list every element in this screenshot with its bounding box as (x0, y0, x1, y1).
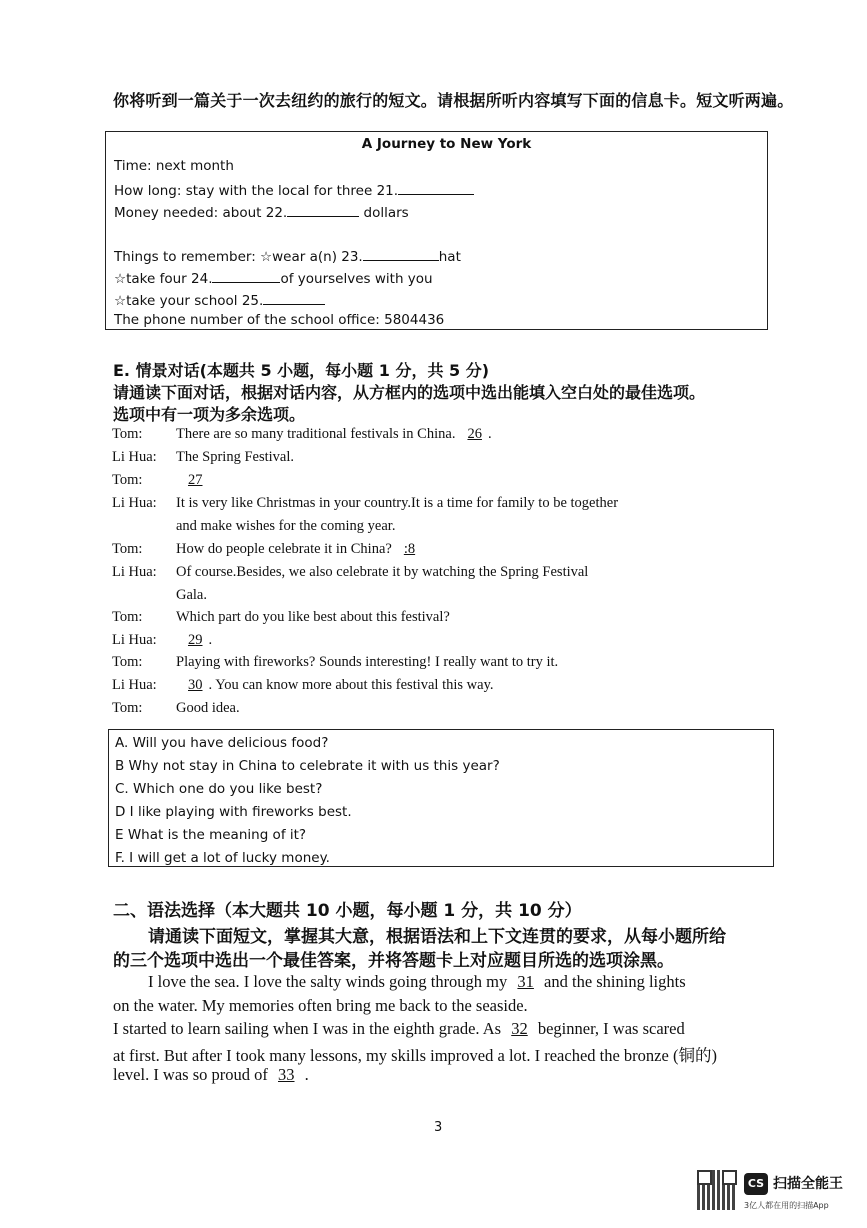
passage-text: level. I was so proud of (113, 1065, 268, 1084)
info-card-title: A Journey to New York (361, 136, 532, 152)
dialogue-text (176, 587, 207, 604)
dialogue-text (176, 654, 558, 671)
dialogue-text (176, 495, 618, 512)
info-money-unit: dollars (363, 205, 409, 221)
blank-22[interactable] (287, 202, 359, 217)
passage-text: . (304, 1065, 309, 1084)
options-box (108, 729, 774, 867)
dialogue-after: . You can know more about this festival this way. (208, 677, 494, 693)
camscanner-logo-icon: CS (744, 1173, 768, 1195)
section-e-instruction-1: 请通读下面对话，根据对话内容，从方框内的选项中选出能填入空白处的最佳选项。 (113, 383, 706, 402)
dialogue-speaker: Tom: (112, 654, 143, 670)
dialogue-after: . (208, 632, 213, 648)
listening-intro: 你将听到一篇关于一次去纽约的旅行的短文。请根据所听内容填写下面的信息卡。短文听两遍。 (113, 91, 794, 110)
section-2-heading: 二、语法选择（本大题共 10 小题，每小题 1 分，共 10 分） (113, 901, 582, 921)
info-school (114, 290, 325, 309)
dialogue-text (176, 472, 209, 489)
dialogue-sentence: The Spring Festival. (176, 449, 295, 465)
dialogue-sentence: Of course.Besides, we also celebrate it by watching the Spring Festival (176, 564, 589, 580)
dialogue-speaker: Tom: (112, 472, 143, 488)
dialogue-sentence: Good idea. (176, 700, 240, 716)
option-c[interactable]: C. Which one do you like best? (115, 781, 323, 797)
dialogue-speaker: Li Hua: (112, 495, 157, 511)
watermark-tagline: 3亿人都在用的扫描App (744, 1201, 829, 1210)
dialogue-text (176, 632, 212, 649)
dialogue-text (176, 426, 492, 443)
passage-line-3 (113, 1019, 685, 1039)
info-things-hat: hat (438, 249, 461, 265)
info-take-four-suffix: of yourselves with you (280, 271, 433, 287)
dialogue-blank[interactable]: 30 (188, 677, 203, 693)
dialogue-sentence: and make wishes for the coming year. (176, 518, 396, 534)
qr-code-icon (697, 1170, 737, 1210)
info-how-long (114, 180, 474, 199)
option-e[interactable]: E What is the meaning of it? (115, 827, 307, 843)
passage-line-5 (113, 1065, 309, 1085)
info-take-four-text: ☆take four 24. (114, 271, 213, 287)
dialogue-speaker: Tom: (112, 426, 143, 442)
option-f[interactable]: F. I will get a lot of lucky money. (115, 850, 330, 866)
blank-32[interactable]: 32 (511, 1019, 528, 1038)
info-school-text: ☆take your school 25. (114, 293, 264, 309)
passage-line-2: on the water. My memories often bring me back to the seaside. (113, 996, 528, 1015)
dialogue-text (176, 564, 588, 581)
dialogue-text (176, 700, 240, 717)
dialogue-sentence: Which part do you like best about this festival? (176, 609, 450, 625)
page-number: 3 (434, 1120, 443, 1135)
section-e-instruction-2: 选项中有一项为多余选项。 (113, 405, 306, 424)
dialogue-blank[interactable]: 27 (188, 472, 203, 488)
blank-24[interactable] (212, 268, 280, 283)
blank-23[interactable] (363, 246, 439, 261)
info-time: Time: next month (114, 158, 234, 174)
dialogue-speaker: Tom: (112, 700, 143, 716)
info-money-text: Money needed: about 22. (114, 205, 288, 221)
blank-31[interactable]: 31 (517, 972, 534, 991)
dialogue-blank[interactable]: 26 (467, 426, 482, 442)
blank-33[interactable]: 33 (278, 1065, 295, 1084)
dialogue-sentence: Playing with fireworks? Sounds interesting! I really want to try it. (176, 654, 559, 670)
dialogue-text (176, 449, 294, 466)
blank-25[interactable] (263, 290, 325, 305)
passage-line-1 (148, 972, 686, 992)
option-b[interactable]: B Why not stay in China to celebrate it with us this year? (115, 758, 500, 774)
dialogue-blank[interactable]: 29 (188, 632, 203, 648)
section-2-instruction-1: 请通读下面短文，掌握其大意，根据语法和上下文连贯的要求，从每小题所给 (148, 927, 726, 947)
dialogue-speaker: Li Hua: (112, 449, 157, 465)
passage-line-4: at first. But after I took many lessons, my skills improved a lot. I reached the bronze (铜的) (113, 1046, 717, 1065)
info-card (105, 131, 768, 330)
info-things-text: Things to remember: ☆wear a(n) 23. (114, 249, 363, 265)
info-things (114, 246, 461, 265)
section-2-instruction-2: 的三个选项中选出一个最佳答案，并将答题卡上对应题目所选的选项涂黑。 (113, 951, 674, 971)
info-money (114, 202, 409, 221)
option-a[interactable]: A. Will you have delicious food? (115, 735, 329, 751)
dialogue-blank[interactable]: :8 (403, 541, 416, 557)
dialogue-sentence: How do people celebrate it in China? (176, 541, 392, 557)
dialogue-speaker: Li Hua: (112, 632, 157, 648)
info-take-four (114, 268, 433, 287)
passage-text: beginner, I was scared (537, 1019, 685, 1038)
passage-text: I started to learn sailing when I was in the eighth grade. As (113, 1019, 502, 1038)
dialogue-text (176, 541, 421, 558)
blank-21[interactable] (398, 180, 474, 195)
option-d[interactable]: D I like playing with fireworks best. (115, 804, 352, 820)
dialogue-text (176, 518, 395, 535)
section-e-heading: E. 情景对话(本题共 5 小题，每小题 1 分，共 5 分) (113, 361, 490, 380)
dialogue-sentence: There are so many traditional festivals in China. (176, 426, 456, 442)
passage-text: and the shining lights (544, 972, 686, 991)
dialogue-text (176, 609, 450, 626)
dialogue-text (176, 677, 494, 694)
info-how-long-text: How long: stay with the local for three 21. (114, 183, 399, 199)
watermark-name: 扫描全能王 (773, 1176, 843, 1192)
info-phone: The phone number of the school office: 5804436 (114, 312, 445, 328)
passage-text: I love the sea. I love the salty winds going through my (148, 972, 508, 991)
dialogue-sentence: Gala. (176, 587, 207, 603)
dialogue-speaker: Li Hua: (112, 677, 157, 693)
dialogue-after: . (487, 426, 492, 442)
dialogue-speaker: Li Hua: (112, 564, 157, 580)
dialogue-sentence: It is very like Christmas in your country.It is a time for family to be together (176, 495, 619, 511)
dialogue-speaker: Tom: (112, 609, 143, 625)
dialogue-speaker: Tom: (112, 541, 143, 557)
